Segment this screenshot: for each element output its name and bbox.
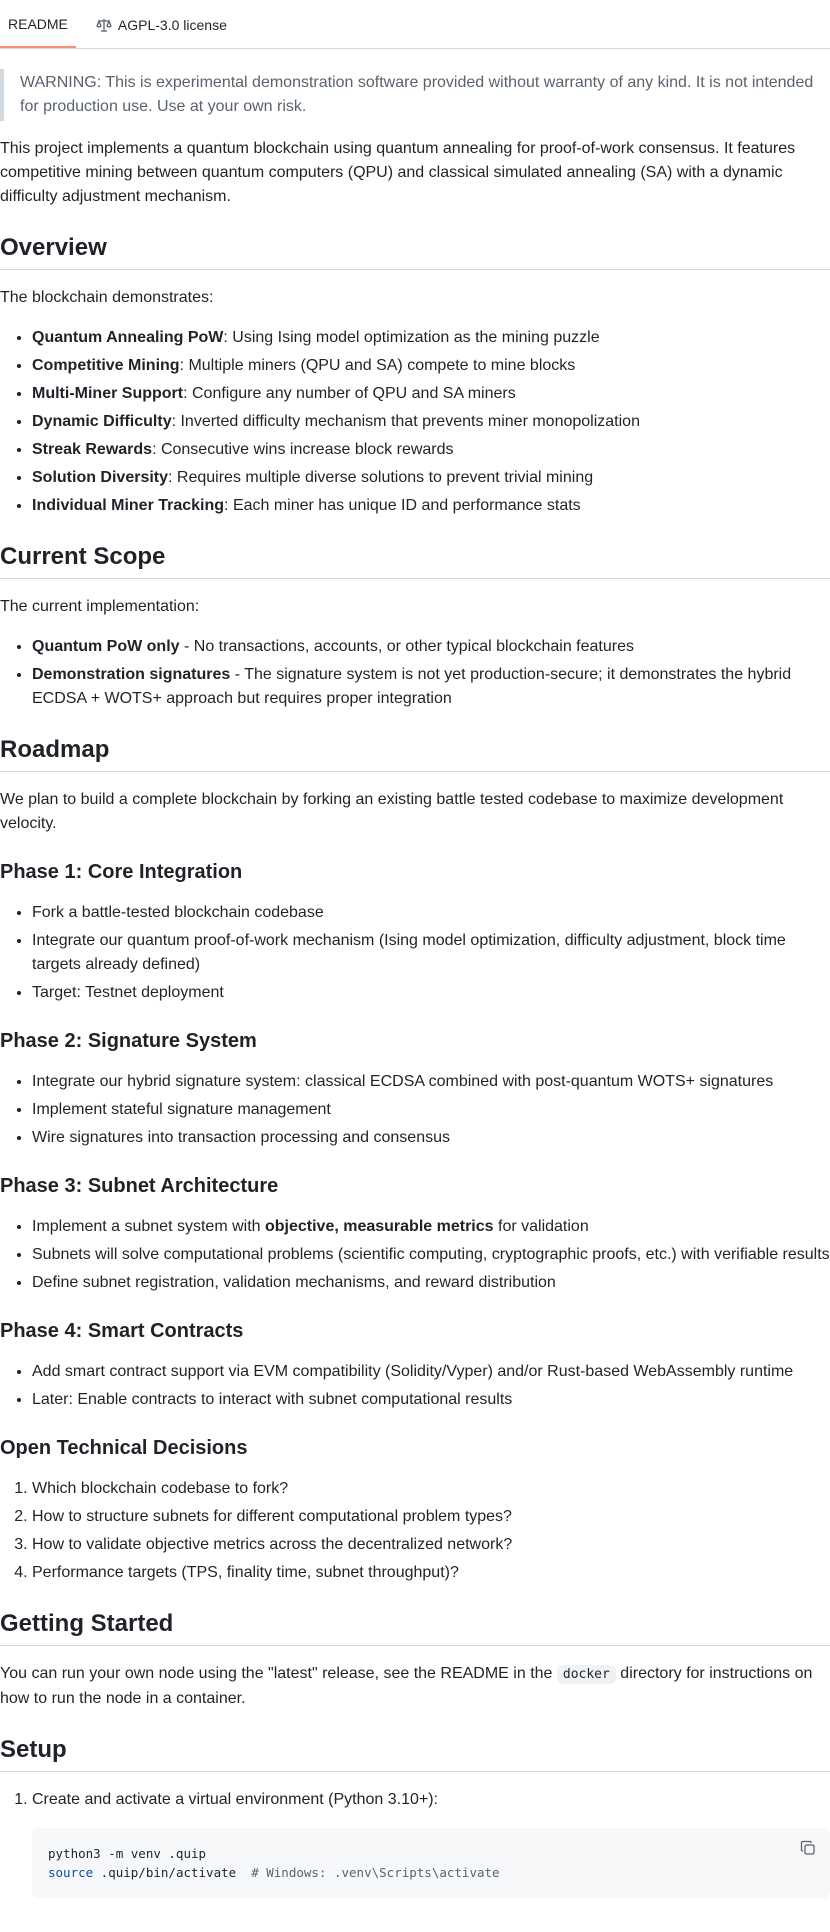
list-item: 4. Performance targets (TPS, finality time, subnet throughput)? — [32, 1561, 830, 1585]
scale-icon — [96, 17, 112, 33]
heading-setup: Setup — [0, 1735, 830, 1772]
readme-tabs — [0, 0, 830, 49]
list-item: 1. Which blockchain codebase to fork? — [32, 1477, 830, 1501]
list-item: • Multi-Miner Support: Configure any number of QPU and SA miners — [32, 382, 830, 406]
list-item: • Competitive Mining: Multiple miners (QPU and SA) compete to mine blocks — [32, 354, 830, 378]
tab-license-label: AGPL-3.0 license — [117, 17, 227, 33]
scope-list — [0, 635, 830, 711]
heading-getting-started: Getting Started — [0, 1609, 830, 1646]
list-item: • Subnets will solve computational problems (scientific computing, cryptographic proofs, etc.) with verifiable results — [32, 1243, 830, 1267]
tab-readme[interactable] — [0, 2, 76, 48]
list-item: • Fork a battle-tested blockchain codebase — [32, 901, 830, 925]
scope-lead: The current implementation: — [0, 598, 200, 615]
list-item: • Define subnet registration, validation mechanisms, and reward distribution — [32, 1271, 830, 1295]
list-item: • Implement a subnet system with objective, measurable metrics for validation — [32, 1215, 830, 1239]
list-item: • Later: Enable contracts to interact with subnet computational results — [32, 1388, 830, 1412]
heading-phase-2: Phase 2: Signature System — [0, 1030, 257, 1052]
list-item: • Dynamic Difficulty: Inverted difficulty mechanism that prevents miner monopolization — [32, 410, 830, 434]
copy-icon — [800, 1840, 816, 1861]
readme-content — [0, 69, 830, 1898]
heading-current-scope: Current Scope — [0, 542, 830, 579]
heading-phase-3: Phase 3: Subnet Architecture — [0, 1175, 279, 1197]
phase-2-list — [0, 1070, 830, 1150]
list-item: 2. How to structure subnets for different computational problem types? — [32, 1505, 830, 1529]
list-item: • Integrate our hybrid signature system: classical ECDSA combined with post-quantum WOTS+ signatures — [32, 1070, 830, 1094]
tab-readme-label: README — [8, 16, 68, 32]
intro-paragraph: This project implements a quantum blockchain using quantum annealing for proof-of-work consensus. It features competitive mining between quantum computers (QPU) and classical simulated annealing (SA) with a dynamic difficulty adjustment mechanism. — [0, 140, 796, 205]
list-item: • Solution Diversity: Requires multiple diverse solutions to prevent trivial mining — [32, 466, 830, 490]
phase-1-list — [0, 901, 830, 1005]
list-item: • Demonstration signatures - The signature system is not yet production-secure; it demonstrates the hybrid ECDSA + WOTS+ approach but requires proper integration — [32, 663, 830, 711]
list-item: • Target: Testnet deployment — [32, 981, 830, 1005]
heading-open-decisions: Open Technical Decisions — [0, 1437, 248, 1459]
list-item: • Add smart contract support via EVM compatibility (Solidity/Vyper) and/or Rust-based WebAssembly runtime — [32, 1360, 830, 1384]
warning-blockquote: WARNING: This is experimental demonstration software provided without warranty of any kind. It is not intended for production use. Use at your own risk. — [0, 69, 830, 121]
getting-started-paragraph: You can run your own node using the "latest" release, see the README in the docker directory for instructions on how to run the node in a container. — [0, 1665, 813, 1707]
list-item: • Integrate our quantum proof-of-work mechanism (Ising model optimization, difficulty adjustment, block time targets already defined) — [32, 929, 830, 977]
list-item: • Streak Rewards: Consecutive wins increase block rewards — [32, 438, 830, 462]
setup-step: 1. Create and activate a virtual environment (Python 3.10+): python3 -m venv .quip source .quip/bin/activate # Windows: .venv\Scripts\activate — [32, 1788, 830, 1898]
list-item: • Individual Miner Tracking: Each miner has unique ID and performance stats — [32, 494, 830, 518]
heading-overview: Overview — [0, 233, 830, 270]
overview-list — [0, 326, 830, 518]
list-item: • Quantum Annealing PoW: Using Ising model optimization as the mining puzzle — [32, 326, 830, 350]
overview-lead: The blockchain demonstrates: — [0, 289, 214, 306]
setup-steps — [0, 1788, 830, 1898]
phase-4-list — [0, 1360, 830, 1412]
list-item: • Quantum PoW only - No transactions, accounts, or other typical blockchain features — [32, 635, 830, 659]
heading-phase-1: Phase 1: Core Integration — [0, 861, 243, 883]
copy-button[interactable] — [798, 1840, 818, 1860]
list-item: • Implement stateful signature management — [32, 1098, 830, 1122]
code-block: python3 -m venv .quip source .quip/bin/activate # Windows: .venv\Scripts\activate — [32, 1828, 830, 1898]
heading-phase-4: Phase 4: Smart Contracts — [0, 1320, 244, 1342]
list-item: • Wire signatures into transaction processing and consensus — [32, 1126, 830, 1150]
tab-license[interactable] — [88, 2, 235, 48]
inline-code-docker: docker — [557, 1665, 616, 1684]
phase-3-list — [0, 1215, 830, 1295]
list-item: 3. How to validate objective metrics across the decentralized network? — [32, 1533, 830, 1557]
heading-roadmap: Roadmap — [0, 735, 830, 772]
decisions-list — [0, 1477, 830, 1585]
roadmap-lead: We plan to build a complete blockchain by forking an existing battle tested codebase to maximize development velocity. — [0, 791, 784, 832]
